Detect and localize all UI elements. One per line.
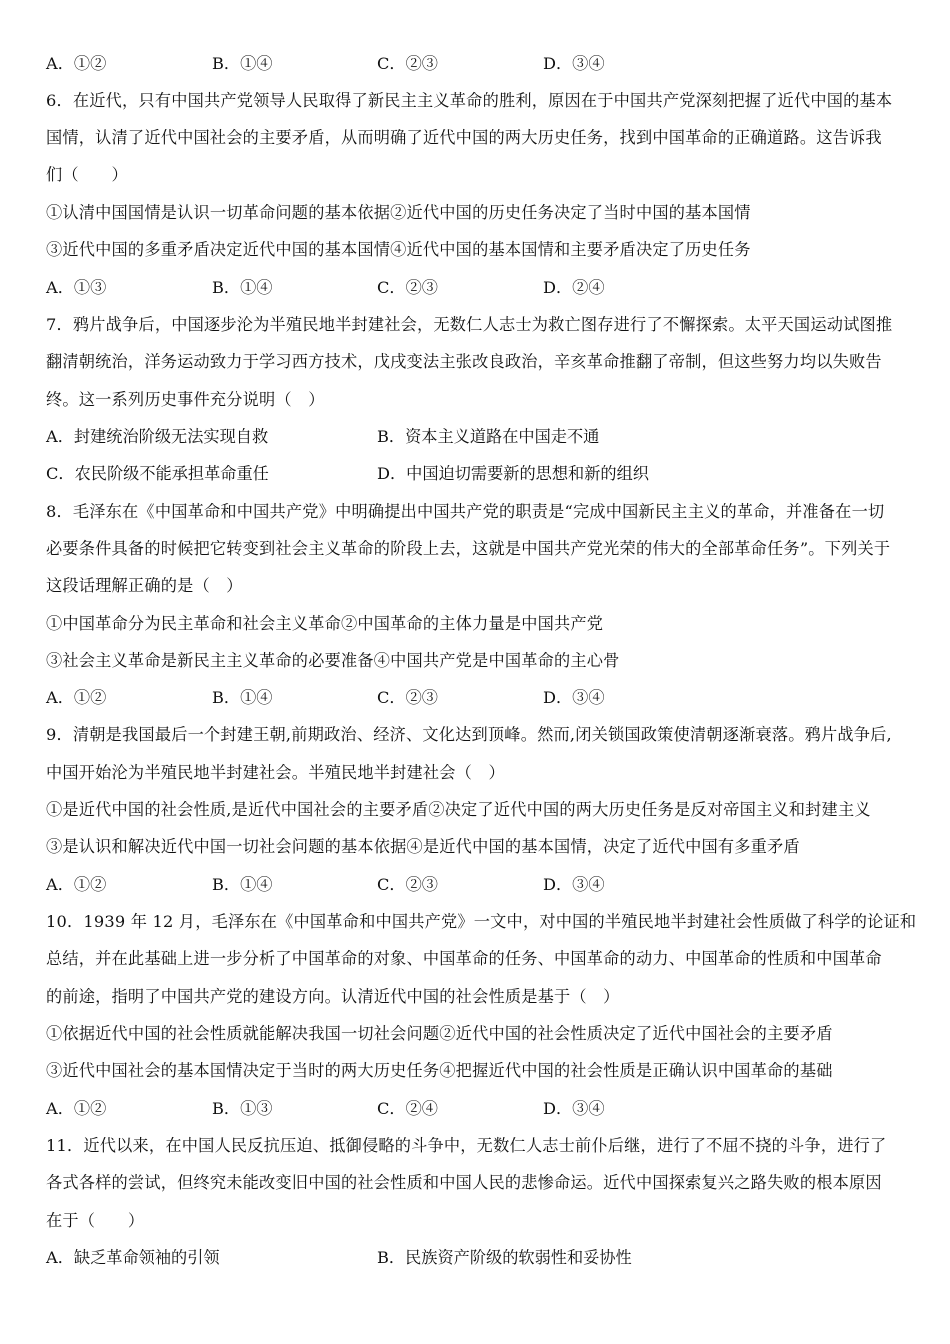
q10-option-a[interactable]: A．①② xyxy=(46,1099,107,1118)
q6-options xyxy=(46,277,906,299)
q9-stem-line-1: 9．清朝是我国最后一个封建王朝,前期政治、经济、文化达到顶峰。然而,闭关锁国政策使清朝逐渐衰落。鸦片战争后, xyxy=(46,725,892,744)
q7-option-c[interactable]: C．农民阶级不能承担革命重任 xyxy=(46,464,269,483)
q5-option-a[interactable]: A．①② xyxy=(46,54,107,73)
q10-option-d[interactable]: D．③④ xyxy=(543,1099,605,1118)
q10-stem-line-3: 的前途，指明了中国共产党的建设方向。认清近代中国的社会性质是基于（ ） xyxy=(46,987,620,1006)
q6-statement-1-2: ①认清中国国情是认识一切革命问题的基本依据②近代中国的历史任务决定了当时中国的基本国情 xyxy=(46,203,751,222)
q10-stem-line-2: 总结，并在此基础上进一步分析了中国革命的对象、中国革命的任务、中国革命的动力、中国革命的性质和中国革命 xyxy=(46,949,882,968)
q11-option-b[interactable]: B．民族资产阶级的软弱性和妥协性 xyxy=(377,1248,632,1267)
q11-stem-line-2: 各式各样的尝试，但终究未能改变旧中国的社会性质和中国人民的悲惨命运。近代中国探索复兴之路失败的根本原因 xyxy=(46,1173,882,1192)
q9-stem-line-2: 中国开始沦为半殖民地半封建社会。半殖民地半封建社会（ ） xyxy=(46,763,505,782)
q9-statement-3-4: ③是认识和解决近代中国一切社会问题的基本依据④是近代中国的基本国情，决定了近代中国有多重矛盾 xyxy=(46,837,800,856)
q5-options xyxy=(46,53,906,75)
q8-option-a[interactable]: A．①② xyxy=(46,688,107,707)
q8-option-d[interactable]: D．③④ xyxy=(543,688,605,707)
q7-option-a[interactable]: A．封建统治阶级无法实现自救 xyxy=(46,427,269,446)
q8-statement-3-4: ③社会主义革命是新民主主义革命的必要准备④中国共产党是中国革命的主心骨 xyxy=(46,651,620,670)
q5-option-d[interactable]: D．③④ xyxy=(543,54,605,73)
q7-stem-line-1: 7．鸦片战争后，中国逐步沦为半殖民地半封建社会，无数仁人志士为救亡图存进行了不懈探索。太平天国运动试图推 xyxy=(46,315,893,334)
q10-statement-1-2: ①依据近代中国的社会性质就能解决我国一切社会问题②近代中国的社会性质决定了近代中国社会的主要矛盾 xyxy=(46,1024,833,1043)
q9-option-a[interactable]: A．①② xyxy=(46,875,107,894)
q11-stem-line-3: 在于（ ） xyxy=(46,1211,145,1230)
q8-stem-line-2: 必要条件具备的时候把它转变到社会主义革命的阶段上去，这就是中国共产党光荣的伟大的全部革命任务”。下列关于 xyxy=(46,539,891,558)
q8-option-c[interactable]: C．②③ xyxy=(377,688,438,707)
q9-options xyxy=(46,874,906,896)
q6-stem-line-2: 国情，认清了近代中国社会的主要矛盾，从而明确了近代中国的两大历史任务，找到中国革命的正确道路。这告诉我 xyxy=(46,128,882,147)
q11-stem-line-1: 11．近代以来，在中国人民反抗压迫、抵御侵略的斗争中，无数仁人志士前仆后继，进行了不屈不挠的斗争，进行了 xyxy=(46,1136,887,1155)
q10-option-b[interactable]: B．①③ xyxy=(212,1099,273,1118)
q7-options-cd xyxy=(46,463,906,485)
q8-stem-line-3: 这段话理解正确的是（ ） xyxy=(46,576,243,595)
q9-option-c[interactable]: C．②③ xyxy=(377,875,438,894)
q9-option-b[interactable]: B．①④ xyxy=(212,875,273,894)
q6-option-d[interactable]: D．②④ xyxy=(543,278,605,297)
q11-options-ab xyxy=(46,1247,906,1269)
q8-option-b[interactable]: B．①④ xyxy=(212,688,273,707)
q5-option-b[interactable]: B．①④ xyxy=(212,54,273,73)
q10-statement-3-4: ③近代中国社会的基本国情决定于当时的两大历史任务④把握近代中国的社会性质是正确认识中国革命的基础 xyxy=(46,1061,833,1080)
q9-option-d[interactable]: D．③④ xyxy=(543,875,605,894)
q10-stem-line-1: 10．1939 年 12 月，毛泽东在《中国革命和中国共产党》一文中，对中国的半殖民地半封建社会性质做了科学的论证和 xyxy=(46,912,917,931)
q7-options-ab xyxy=(46,426,906,448)
q6-stem-line-1: 6．在近代，只有中国共产党领导人民取得了新民主主义革命的胜利，原因在于中国共产党深刻把握了近代中国的基本 xyxy=(46,91,893,110)
q8-statement-1-2: ①中国革命分为民主革命和社会主义革命②中国革命的主体力量是中国共产党 xyxy=(46,614,604,633)
q5-option-c[interactable]: C．②③ xyxy=(377,54,438,73)
q10-options xyxy=(46,1098,906,1120)
q7-option-b[interactable]: B．资本主义道路在中国走不通 xyxy=(377,427,600,446)
q7-stem-line-2: 翻清朝统治，洋务运动致力于学习西方技术，戊戌变法主张改良政治，辛亥革命推翻了帝制，但这些努力均以失败告 xyxy=(46,352,882,371)
q8-options xyxy=(46,687,906,709)
q9-statement-1-2: ①是近代中国的社会性质,是近代中国社会的主要矛盾②决定了近代中国的两大历史任务是反对帝国主义和封建主义 xyxy=(46,800,871,819)
q10-option-c[interactable]: C．②④ xyxy=(377,1099,438,1118)
q6-option-c[interactable]: C．②③ xyxy=(377,278,438,297)
q6-stem-line-3: 们（ ） xyxy=(46,165,128,184)
q8-stem-line-1: 8．毛泽东在《中国革命和中国共产党》中明确提出中国共产党的职责是“完成中国新民主主义的革命，并准备在一切 xyxy=(46,502,885,521)
q6-option-a[interactable]: A．①③ xyxy=(46,278,107,297)
q6-option-b[interactable]: B．①④ xyxy=(212,278,273,297)
q11-option-a[interactable]: A．缺乏革命领袖的引领 xyxy=(46,1248,220,1267)
q7-option-d[interactable]: D．中国迫切需要新的思想和新的组织 xyxy=(377,464,649,483)
q6-statement-3-4: ③近代中国的多重矛盾决定近代中国的基本国情④近代中国的基本国情和主要矛盾决定了历史任务 xyxy=(46,240,751,259)
q7-stem-line-3: 终。这一系列历史事件充分说明（ ） xyxy=(46,390,325,409)
